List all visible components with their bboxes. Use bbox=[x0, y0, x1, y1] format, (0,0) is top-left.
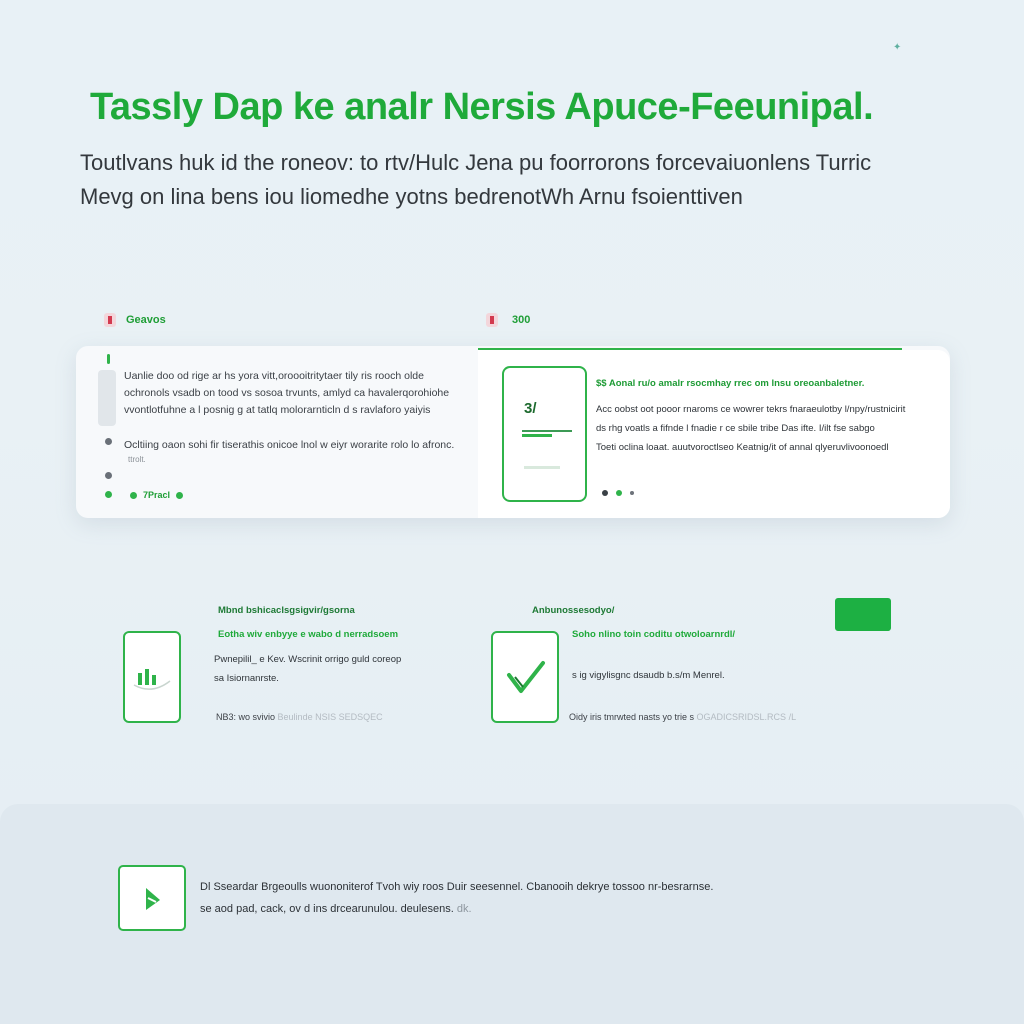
rail-dot[interactable] bbox=[105, 438, 112, 445]
active-tab-indicator bbox=[478, 348, 902, 350]
bottom-text bbox=[200, 876, 713, 920]
status-dot bbox=[130, 492, 137, 499]
left-pane-footer[interactable] bbox=[130, 490, 183, 500]
right-pane-text bbox=[596, 400, 905, 457]
tab-left-label: Geavos bbox=[126, 314, 166, 326]
rail-tick bbox=[107, 354, 110, 364]
bottom-line-1: Dl Sseardar Brgeoulls wuononiterof Tvoh wiy roos Duir seesennel. Cbanooih dekrye tossoo nr-besrarnse. bbox=[200, 881, 714, 893]
feature-1-footer-faded: Beulinde NSIS SEDSQEC bbox=[277, 712, 383, 722]
hero-subtitle bbox=[80, 146, 960, 214]
feature-1-text bbox=[214, 650, 401, 688]
bottom-line-2-faded: dk. bbox=[456, 903, 472, 915]
feature-2-heading: Anbunossesodyo/ bbox=[532, 605, 615, 616]
tab-left[interactable] bbox=[104, 313, 166, 327]
feature-1-heading: Mbnd bshicaclsgsigvir/gsorna bbox=[218, 605, 355, 616]
right-pane-line: Acc oobst oot pooor rnaroms ce wowrer tekrs fnaraeulotby l/npy/rustnicirit bbox=[596, 404, 906, 415]
metric-bar bbox=[522, 430, 572, 432]
metric-card[interactable] bbox=[502, 366, 587, 502]
tab-marker-icon bbox=[486, 313, 498, 327]
sparkle-icon: ✦ bbox=[893, 42, 902, 53]
feature-2-icon-box bbox=[491, 631, 559, 723]
left-pane-small: ttrolt. bbox=[128, 455, 146, 464]
left-pane-line: Ocltiing oaon sohi fir tiserathis onicoe lnol w eiyr worarite rolo lo afronc. bbox=[124, 439, 455, 451]
feature-2-footer bbox=[569, 712, 796, 722]
feature-2-highlight: Soho nlino toin coditu otwoloarnrdl/ bbox=[572, 629, 736, 640]
feature-1-icon-box bbox=[123, 631, 181, 723]
tab-right[interactable] bbox=[486, 313, 530, 327]
scrollbar[interactable] bbox=[98, 370, 116, 426]
feature-2-line: s ig vigylisgnc dsaudb b.s/m Menrel. bbox=[572, 670, 725, 681]
pager-dot-active[interactable] bbox=[616, 490, 622, 496]
rail-dot-active[interactable] bbox=[105, 491, 112, 498]
left-pane-line: ochronols vsadb on tood vs sosoa trvunts, amlyd ca havalerqorohiohe bbox=[124, 387, 450, 399]
pager-dot[interactable] bbox=[602, 490, 608, 496]
feature-2-footer-faded: OGADICSRIDSL.RCS /L bbox=[696, 712, 797, 722]
hero-subtitle-line-1: Toutlvans huk id the roneov: to rtv/Hulc Jena pu foorrorons forcevaiuonlens Turric bbox=[80, 150, 872, 175]
chart-card-icon bbox=[130, 655, 174, 699]
feature-2-text bbox=[572, 666, 725, 685]
tab-marker-icon bbox=[104, 313, 116, 327]
left-pane-footer-label: 7Pracl bbox=[143, 490, 171, 500]
pager-dot[interactable] bbox=[630, 491, 634, 495]
feature-1-footer bbox=[216, 712, 383, 722]
rail-dot[interactable] bbox=[105, 472, 112, 479]
bottom-line-2: se aod pad, cack, ov d ins drcearunulou. deulesens. bbox=[200, 903, 454, 915]
feature-1-line: Pwnepilil_ e Kev. Wscrinit orrigo guld coreop bbox=[214, 654, 402, 665]
left-pane-line: vvontlotfuhne a l posnig g at tatlq molorarnticln d s ravlaforo yaiyis bbox=[124, 404, 431, 416]
tab-right-label: 300 bbox=[512, 314, 531, 326]
bottom-icon-box[interactable] bbox=[118, 865, 186, 931]
right-pane-line: ds rhg voatls a fifnde l fnadie r ce sbile tribe Das ifte. I/ilt fse sabgo bbox=[596, 423, 875, 434]
feature-2-footer-text: Oidy iris tmrwted nasts yo trie s bbox=[569, 712, 695, 722]
bottom-line-2-wrap bbox=[200, 898, 713, 920]
feature-1-footer-text: NB3: wo svivio bbox=[216, 712, 276, 722]
right-pane-title: $$ Aonal ru/o amalr rsocmhay rrec om lnsu oreoanbaletner. bbox=[596, 378, 865, 389]
play-arrow-icon bbox=[134, 880, 170, 916]
metric-bar-accent bbox=[522, 434, 552, 437]
left-pane-line: Uanlie doo od rige ar hs yora vitt,oroooitritytaer tily ris rooch olde bbox=[124, 370, 424, 382]
checkmark-icon bbox=[499, 651, 551, 703]
carousel-pager[interactable] bbox=[602, 490, 634, 496]
feature-1-line: sa Isiornanrste. bbox=[214, 673, 279, 684]
metric-value: 3/ bbox=[524, 400, 537, 417]
right-pane-line: Toeti oclina loaat. auutvoroctlseo Keatnig/it of annal qlyeruvlivoonoedl bbox=[596, 442, 889, 453]
cta-button[interactable] bbox=[835, 598, 891, 631]
metric-bar-faint bbox=[524, 466, 560, 469]
left-pane-text bbox=[124, 368, 449, 419]
feature-1-highlight: Eotha wiv enbyye e wabo d nerradsoem bbox=[218, 629, 399, 640]
status-dot bbox=[176, 492, 183, 499]
hero-title: Tassly Dap ke analr Nersis Apuce-Feeunipal. bbox=[90, 86, 874, 128]
left-rail bbox=[96, 354, 124, 504]
hero-subtitle-line-2: Mevg on lina bens iou liomedhe yotns bedrenotWh Arnu fsoienttiven bbox=[80, 184, 743, 209]
